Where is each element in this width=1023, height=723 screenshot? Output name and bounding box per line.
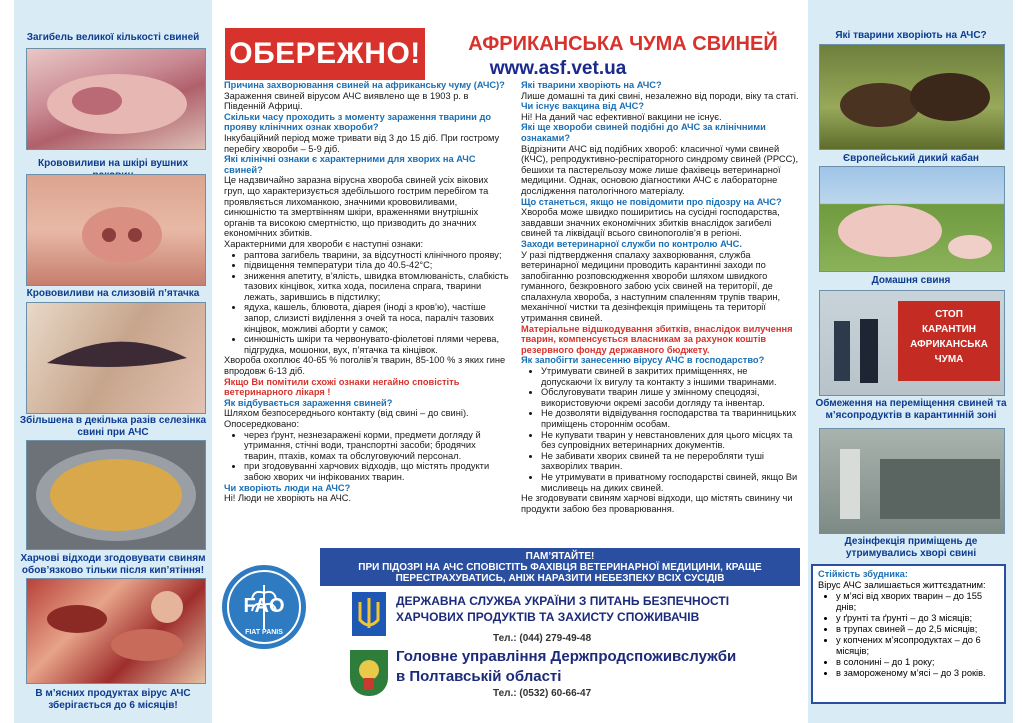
reminder-banner [320,548,800,586]
photo-domestic-pig [819,166,1005,272]
banner-heading: ПАМ’ЯТАЙТЕ! [525,551,595,562]
coat-of-arms-icon [350,650,388,696]
sign-line: ЧУМА [934,354,964,365]
question-cause: Причина захворювання свиней на африканську чуму (АЧС)? [224,80,505,90]
list-item: • Утримувати свиней в закритих приміщеннях, не допускаючи їх вигулу та контакту з іншими тваринами. [541,366,799,387]
photo-dead-pigs [26,48,206,150]
alert-text: Якщо Ви помітили схожі ознаки негайно сповістіть ветеринарного лікаря ! [224,376,460,398]
list-item: • при згодовуванні харчових відходів, що містять продукти забою хворих чи інфікованих тварин. [244,461,510,482]
question-similar: Які ще хвороби свиней подібні до АЧС за клінічними ознаками? [521,122,766,143]
sign-line: КАРАНТИН [921,324,977,335]
caption-disinfection: Дезінфекція приміщень де утримувались хворі свині [844,536,978,559]
caption-domestic-pig: Домашня свиня [871,275,951,286]
caption-spleen: Збільшена в декілька разів селезінка свині при АЧС [19,415,207,438]
list-item: • зниження апетиту, в’ялість, швидка втомлюваність, слабкість тазових кінцівок, хитка хода, посилена спрага, тварини лежать, зарившись в підстилку; [244,271,510,303]
list-item: • Обслуговувати тварин лише у змінному спецодязі, використовуючи окремі засоби догляду та інвентар. [541,387,799,408]
trident-emblem [352,592,386,636]
banner-text: ПРИ ПІДОЗРІ НА АЧС СПОВІСТІТЬ ФАХІВЦЯ ВЕТЕРИНАРНОЇ МЕДИЦИНИ, КРАЩЕ ПЕРЕСТРАХУВАТИСЬ, АНІЖ НАРАЗИТИ НЕБЕЗПЕКУ ВСІХ СУСІДІВ [358,562,762,584]
question-prevention: Як запобігти занесенню вірусу АЧС в господарство? [521,355,765,366]
question-incubation: Скільки часу проходить з моменту зараження тварини до прояву клінічних ознак хвороби? [224,111,492,133]
caption-quarantine: Обмеження на переміщення свиней та м’ясопродуктів в карантинній зоні [815,398,1007,421]
answer-signs: Це надзвичайно заразна вірусна хвороба свиней усіх вікових груп, що характеризується здебільшого гострим перебігом та проявляється лихоманкою, значними крововиливами, синюшністю та змертвінням шкіри, враженнями внутрішніх органів та високою смертністю, що призводить до значних економічних збитків. [224,175,489,239]
org2-name-line2: в Полтавській області [396,668,562,685]
answer-animals: Лише домашні та дикі свині, незалежно від породи, віку та статі. [521,90,799,101]
signs-list [224,250,510,356]
answer-vaccine: Ні! На даний час ефективної вакцини не існує. [521,111,722,122]
caption-meat-products: В м’ясних продуктах вірус АЧС зберігається до 6 місяців! [35,688,191,711]
officers-illustration [824,291,894,395]
caption-snout-hemorrhage: Крововиливи на слизовій п’ятачка [26,288,200,299]
virus-stability-box [811,564,1006,704]
caption-wild-boar: Європейський дикий кабан [843,153,979,164]
caption-food-waste: Харчові відходи згодовувати свиням обов’язково тільки після кип’ятіння! [20,553,206,576]
answer-incubation: Інкубаційний період може тривати від 3 до 15 діб. При гострому перебігу хвороби – 5-9 діб. [224,132,500,154]
list-item: • ядуха, кашель, блювота, діарея (іноді з кров’ю), частіше запор, слизисті виділення з очей та носа, параліч тазових кінцівок, можливі аборти у самок; [244,302,510,334]
poltava-coat-of-arms [350,650,388,696]
dead-pig-illustration [27,49,205,149]
photo-food-waste-pot [26,440,206,550]
sign-line: СТОП [935,309,963,320]
question-humans: Чи хворіють люди на АЧС? [224,482,351,493]
sign-line: АФРИКАНСЬКА [910,339,988,350]
trident-icon [352,592,386,636]
page-title: АФРИКАНСЬКА ЧУМА СВИНЕЙ [468,33,778,55]
stability-list [818,591,999,679]
list-item: • підвищення температури тіла до 40.5-42°С; [244,260,510,271]
list-item: • раптова загибель тварини, за відсутності клінічного прояву; [244,250,510,261]
question-signs: Які клінічні ознаки є характерними для хворих на АЧС свиней? [224,154,476,175]
list-item: • Не забивати хворих свиней та не переробляти туші захворілих тварин. [541,451,799,472]
compensation-text: Матеріальне відшкодування збитків, внаслідок вилучення тварин, компенсується власникам за рахунок коштів резервного фонду державного бюджету. [521,323,793,355]
answer-consequences: Хвороба може швидко поширитись на сусідні господарства, завдавши значних економічних збитків внаслідок загибелі свиней та ліквідації всього свинопоголів’я в регіоні. [521,207,780,239]
photo-meat-products [26,578,206,684]
question-infection: Як відбувається зараження свиней? [224,397,393,408]
org1-name-line1: ДЕРЖАВНА СЛУЖБА УКРАЇНИ З ПИТАНЬ БЕЗПЕЧНОСТІ [396,594,730,608]
stability-intro: Вірус АЧС залишається життєздатним: [818,580,986,590]
right-text-column [521,80,799,514]
question-control: Заходи ветеринарної служби по контролю АЧС. [521,238,742,249]
measures-list [521,366,799,493]
question-consequences: Що станеться, якщо не повідомити про підозру на АЧС? [521,196,782,207]
list-item: • через ґрунт, незнезаражені корми, предмети догляду й утримання, стічні води, транспортні засоби; бродячих тварин, птахів, комах та обслуговуючий персонал. [244,430,510,462]
answer-humans: Ні! Люди не хворіють на АЧС. [224,493,352,504]
list-item: • Не купувати тварин у невстановлених для цього місцях та без супровідних ветеринарних документів. [541,430,799,451]
org1-phone: Тел.: (044) 279-49-48 [493,633,592,644]
list-item: • у копчених м’ясопродуктах – до 6 місяців; [836,635,999,657]
middle-text-column [224,80,510,504]
mortality-text: Хвороба охоплює 40-65 % поголів’я тварин, 85-100 % з яких гине впродовж 6-13 діб. [224,355,506,377]
answer-similar: Відрізнити АЧС від подібних хвороб: класичної чуми свиней (КЧС), репродуктивно-респіраторного синдрому свиней (РРСС), бешихи та пастерельозу може лише фахівець ветеринарної медицини. Однак, основою діагностики АЧС є лабораторне дослідження патологічного матеріалу. [521,143,799,196]
signs-intro: Характерними для хвороби є наступні ознаки: [224,238,424,249]
photo-spleen [26,302,206,414]
fao-logo [222,565,306,649]
answer-cause: Зараження свиней вірусом АЧС виявлено ще в 1903 р. в Південній Африці. [224,90,469,112]
barn-illustration [820,429,1004,533]
website-link[interactable]: www.asf.vet.ua [489,58,627,79]
list-item: • в трупах свиней – до 2,5 місяців; [836,624,999,635]
ways-list [224,430,510,483]
warning-heading: ОБЕРЕЖНО! [225,28,425,80]
sausage-illustration [27,579,205,683]
caption-ear-hemorrhage: Крововиливи на шкірі вушних [37,158,189,169]
list-item: • в замороженому м’ясі – до 3 років. [836,668,999,679]
photo-disinfection [819,428,1005,534]
list-item: • Не утримувати в приватному господарстві свиней, якщо Ви мисливець на диких свиней. [541,472,799,493]
photo-quarantine-sign [819,290,1005,396]
pig-illustration [820,167,1004,271]
caption-mass-death: Загибель великої кількості свиней [26,32,200,43]
caption-which-animals: Які тварини хворіють на АЧС? [835,30,987,41]
question-vaccine: Чи існує вакцина від АЧС? [521,101,645,112]
stability-title: Стійкість збудника: [818,569,908,579]
question-animals: Які тварини хворіють на АЧС? [521,80,662,90]
feeding-advice: Не згодовувати свиням харчові відходи, що містять свинину чи продукти забою без проварювання. [521,493,793,514]
spleen-illustration [27,303,205,413]
org2-name-line1: Головне управління Держпродспоживслужби [396,648,737,665]
list-item: • у ґрунті та ґрунті – до 3 місяців; [836,613,999,624]
pot-illustration [27,441,205,549]
photo-snout [26,174,206,286]
quarantine-sign [898,301,1000,381]
fao-motto: FIAT PANIS [245,629,283,636]
fao-logo-text: FAO [243,595,285,617]
org2-phone: Тел.: (0532) 60-66-47 [493,688,592,699]
list-item: • в солонині – до 1 року; [836,657,999,668]
answer-control: У разі підтвердження спалаху захворювання, служба ветеринарної медицини проводить карантинні заходи по запобіганню розповсюдження хвороби шляхом швидкого гуманного, безкровного забою усіх свиней на території, де спалахнула хвороба, з наступним спаленням трупів тварин, механічної чистки та дезінфекція приміщень та території утримання свиней. [521,249,781,324]
list-item: • синюшність шкіри та червонувато-фіолетові плями черева, підгрудка, мошонки, вух, п’ятачка та кінцівок. [244,334,510,355]
org1-name-line2: ХАРЧОВИХ ПРОДУКТІВ ТА ЗАХИСТУ СПОЖИВАЧІВ [396,610,700,624]
photo-wild-boars [819,44,1005,150]
list-item: • у м’ясі від хворих тварин – до 155 днів; [836,591,999,613]
snout-illustration [27,175,205,285]
list-item: • Не дозволяти відвідування господарства та тваринницьких приміщень стороннім особам. [541,408,799,429]
answer-infection: Шляхом безпосереднього контакту (від свині – до свині). Опосередковано: [224,408,469,429]
boar-illustration [820,45,1004,149]
